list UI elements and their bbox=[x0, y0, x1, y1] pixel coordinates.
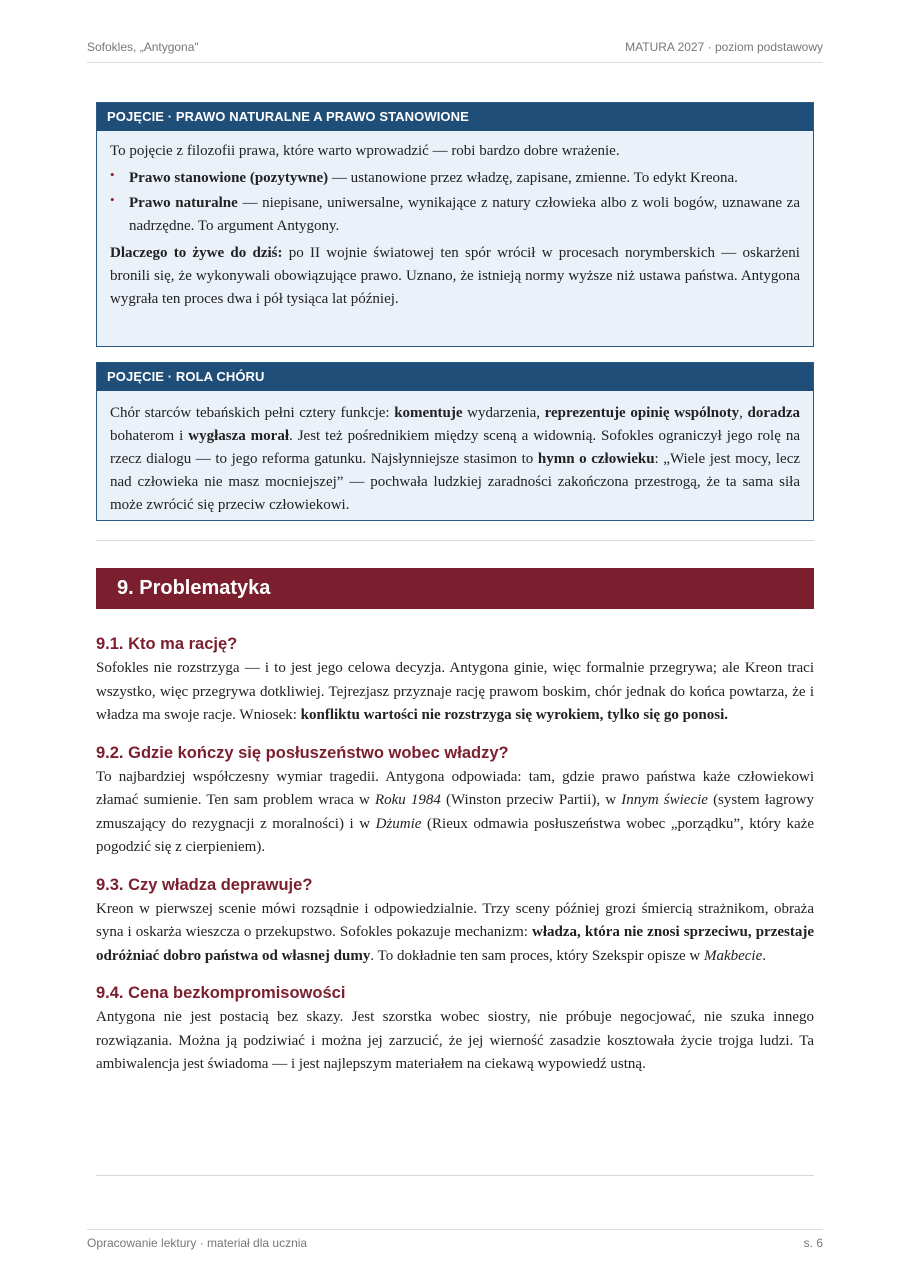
subsection-paragraph bbox=[96, 766, 814, 860]
subsection-paragraph: Antygona nie jest postacią bez skazy. Jest szorstka wobec siostry, nie próbuje negocjować, nie szuka innego rozwiązania. Można ją podziwiać i można jej zarzucić, że jej wierność zasadzie kosztowała życie trojga ludzi. Ta ambiwalencja jest świadoma — i jest najlepszym materiałem na ciekawą wypowiedź ustną. bbox=[96, 1009, 814, 1072]
text-run: Chór starców tebańskich pełni cztery funkcje: bbox=[110, 405, 395, 421]
italic-run: Innym świecie bbox=[621, 792, 708, 808]
concept-box-title: POJĘCIE · ROLA CHÓRU bbox=[97, 363, 813, 391]
term-description: — niepisane, uniwersalne, wynikające z natury człowieka albo z woli bogów, uznawane za nadrzędne. To argument Antygony. bbox=[129, 195, 800, 234]
running-footer bbox=[87, 1236, 823, 1250]
concept-list bbox=[110, 167, 800, 238]
text-run: Sofokles nie rozstrzyga — i to jest jego celowa decyzja. Antygona ginie, więc formalnie przegrywa; ale Kreon traci wszystko, więc przegrywa dotkliwiej. Tejrezjasz przyznaje rację prawom boskim, chór jednak do końca powtarza, że i władza ma swoje racje. Wniosek: bbox=[96, 660, 814, 723]
why-label: Dlaczego to żywe do dziś: bbox=[110, 245, 283, 261]
concept-box-body bbox=[97, 131, 813, 311]
subsection-9-2 bbox=[96, 743, 814, 860]
chorus-paragraph bbox=[110, 402, 800, 517]
footer-label: Opracowanie lektury · materiał dla ucznia bbox=[87, 1236, 308, 1250]
header-title: Sofokles, „Antygona" bbox=[87, 40, 199, 54]
bold-run: reprezentuje opinię wspólnoty bbox=[544, 405, 740, 421]
list-item bbox=[110, 167, 800, 190]
text-run: , bbox=[739, 405, 748, 421]
section-content bbox=[96, 634, 814, 1092]
subsection-9-3 bbox=[96, 875, 814, 969]
subsection-paragraph bbox=[96, 898, 814, 969]
bold-run: władza, która nie znosi sprzeciwu, przestaje odróżniać dobro państwa od własnej dumy bbox=[96, 924, 815, 964]
section-divider bbox=[96, 540, 814, 541]
italic-run: Dżumie bbox=[375, 815, 422, 832]
subsection-heading: 9.3. Czy władza deprawuje? bbox=[96, 875, 313, 894]
subsection-heading: 9.2. Gdzie kończy się posłuszeństwo wobec władzy? bbox=[96, 743, 509, 762]
bold-run: wygłasza morał bbox=[188, 428, 290, 444]
text-run: (Rieux odmawia posłuszeństwa wobec „porządku”, który każe pogodzić się z cierpieniem). bbox=[96, 815, 814, 855]
text-run: (Winston przeciw Partii), w bbox=[440, 792, 622, 808]
subsection-heading: 9.1. Kto ma rację? bbox=[96, 635, 238, 653]
header-exam-label: MATURA 2027 · poziom podstawowy bbox=[625, 40, 823, 54]
text-run: : „Wiele jest mocy, lecz nad człowieka nie masz mocniejszej” — pochwała ludzkiej zaradności zakończona przestrogą, że ta sama siła może zwrócić się przeciw człowiekowi. bbox=[110, 451, 801, 513]
subsection-heading: 9.4. Cena bezkompromisowości bbox=[96, 984, 346, 1002]
text-run: To najbardziej współczesny wymiar tragedii. Antygona odpowiada: tam, gdzie prawo państwa każe człowiekowi złamać sumienie. Ten sam problem wraca w bbox=[96, 768, 814, 808]
text-run: (system łagrowy zmuszający do rezygnacji z moralności) i w bbox=[96, 792, 814, 832]
page-number: s. 6 bbox=[803, 1236, 823, 1250]
italic-run: Roku 1984 bbox=[374, 792, 441, 808]
concept-box-body bbox=[97, 391, 813, 517]
term-description: — ustanowione przez władzę, zapisane, zmienne. To edykt Kreona. bbox=[328, 170, 738, 186]
footer-divider bbox=[87, 1229, 823, 1230]
section-title: 9. Problematyka bbox=[96, 568, 814, 609]
term-positive-law: Prawo stanowione (pozytywne) bbox=[129, 170, 329, 186]
header-divider bbox=[87, 62, 823, 63]
concept-box-chorus bbox=[96, 362, 814, 521]
concept-box-natural-law bbox=[96, 102, 814, 347]
subsection-9-4 bbox=[96, 983, 814, 1077]
subsection-9-1 bbox=[96, 634, 814, 728]
text-run: wydarzenia, bbox=[462, 405, 545, 421]
term-natural-law: Prawo naturalne bbox=[129, 195, 238, 211]
text-run: . Jest też pośrednikiem między sceną a widownią. Sofokles ograniczył jego rolę na rzecz dialogu — to jego reforma gatunku. Najsłynniejsze stasimon to bbox=[110, 428, 800, 467]
italic-run: Makbecie bbox=[703, 947, 763, 964]
bold-run: hymn o człowieku bbox=[537, 451, 655, 467]
why-text: po II wojnie światowej ten spór wrócił w procesach norymberskich — oskarżeni bronili się, że wykonywali obowiązujące prawo. Uznano, że istnieją normy wyższe niż ustawa państwa. Antygona wygrała ten proces dwa i pół tysiąca lat później. bbox=[110, 245, 800, 307]
text-run: . bbox=[762, 947, 767, 964]
concept-box-title: POJĘCIE · PRAWO NATURALNE A PRAWO STANOWIONE bbox=[97, 103, 813, 131]
bullet-icon: • bbox=[110, 192, 115, 207]
bold-run: konfliktu wartości nie rozstrzyga się wyrokiem, tylko się go ponosi. bbox=[300, 707, 729, 723]
subsection-paragraph bbox=[96, 657, 814, 728]
bold-run: doradza bbox=[747, 405, 800, 421]
concept-intro: To pojęcie z filozofii prawa, które warto wprowadzić — robi bardzo dobre wrażenie. bbox=[110, 143, 620, 159]
bullet-icon: • bbox=[110, 167, 115, 182]
running-header bbox=[87, 40, 823, 54]
concept-why-paragraph bbox=[110, 242, 800, 311]
text-run: Kreon w pierwszej scenie mówi rozsądnie i odpowiedzialnie. Trzy sceny później grozi śmiercią strażnikom, obraża syna i oskarża wieszcza o przekupstwo. Sofokles pokazuje mechanizm: bbox=[96, 900, 814, 940]
text-run: . To dokładnie ten sam proces, który Szekspir opisze w bbox=[370, 947, 704, 964]
list-item bbox=[110, 192, 800, 238]
bold-run: komentuje bbox=[394, 405, 463, 421]
text-run: bohaterom i bbox=[110, 428, 189, 444]
section-divider bbox=[96, 1175, 814, 1176]
